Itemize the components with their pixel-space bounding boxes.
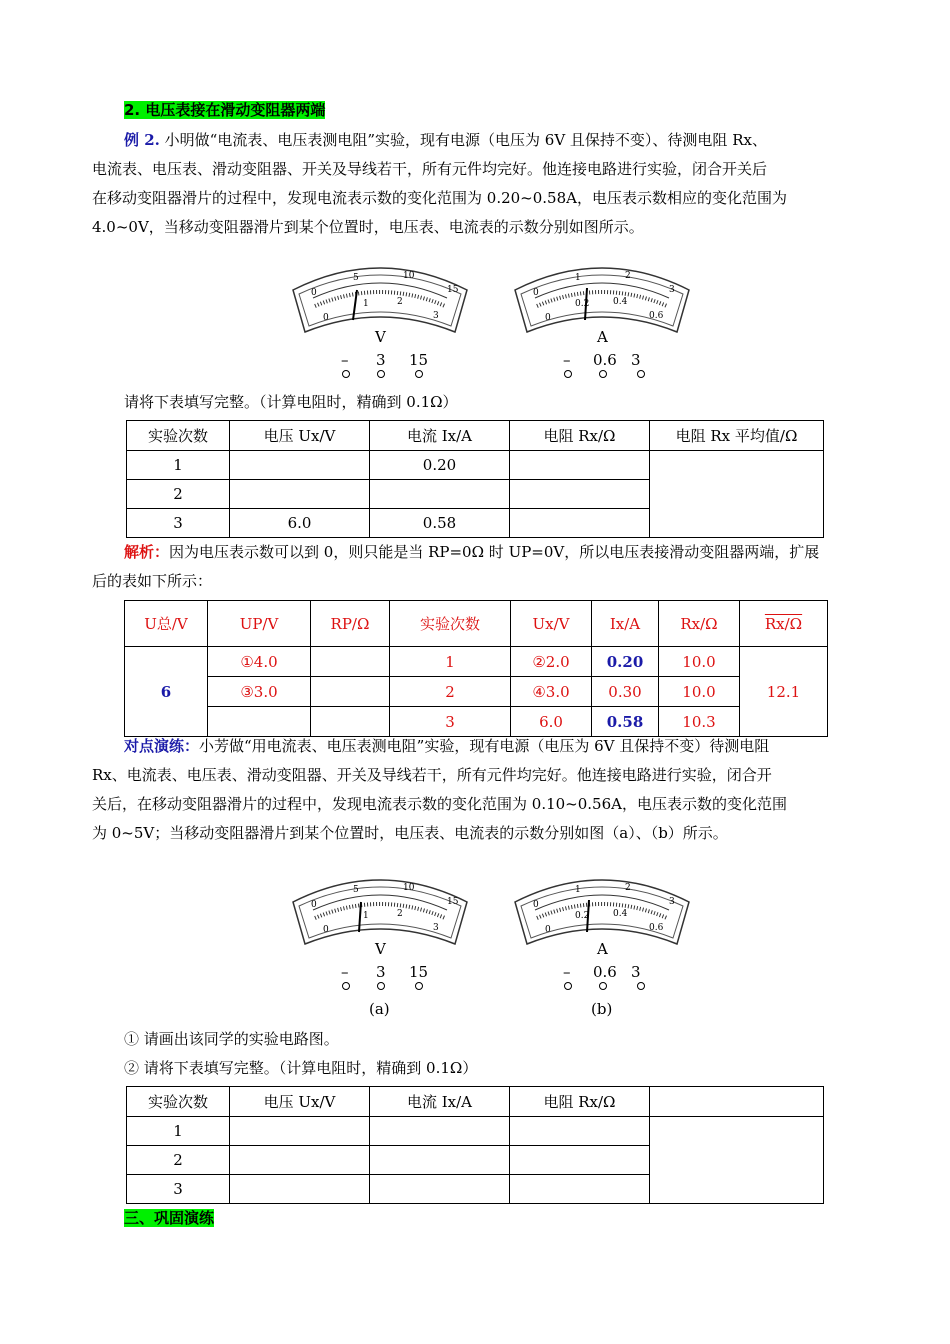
t3-r2c1: [230, 1146, 370, 1175]
practice-q1: ① 请画出该同学的实验电路图。: [124, 1030, 339, 1048]
v-bot-2: 2: [397, 297, 403, 307]
t2-h0: U总/V: [125, 601, 208, 647]
t3-h0: 实验次数: [127, 1087, 230, 1117]
a-bot-0: 0: [545, 313, 551, 323]
meters-figure-1: [285, 250, 705, 380]
ab-term-3: 3: [631, 963, 641, 981]
meters-figure-2: [285, 862, 705, 1022]
example-table: [126, 420, 824, 538]
a-top-0: 0: [533, 288, 539, 298]
v-bot-1: 1: [363, 299, 369, 309]
t2-r2c2: [311, 677, 390, 707]
caption-b: (b): [591, 1000, 613, 1018]
v-term-neg: –: [341, 351, 349, 369]
t2-r2c3: 2: [390, 677, 511, 707]
t1-r2c2: [370, 480, 510, 509]
v-top-10: 10: [403, 271, 415, 281]
a-top-1: 1: [575, 273, 581, 283]
t3-average-cell: [650, 1117, 824, 1204]
ab-top-2: 2: [625, 883, 631, 893]
t2-r1c5: 0.20: [592, 647, 659, 677]
t2-h6: Rx/Ω: [659, 601, 740, 647]
example-line-1: 例 2. 小明做“电流表、电压表测电阻”实验，现有电源（电压为 6V 且保持不变）、待测电阻 Rx、: [124, 131, 767, 149]
a-bot-04: 0.4: [613, 297, 628, 307]
t3-r1c3: [510, 1117, 650, 1146]
va-top-10: 10: [403, 883, 415, 893]
a-top-3: 3: [669, 285, 675, 295]
t2-r1c4: ②2.0: [511, 647, 592, 677]
t1-h4: 电阻 Rx 平均值/Ω: [650, 421, 824, 451]
t2-r3c6: 10.3: [659, 707, 740, 737]
t1-r2c3: [510, 480, 650, 509]
t3-h3: 电阻 Rx/Ω: [510, 1087, 650, 1117]
t1-r1c1: [230, 451, 370, 480]
practice-label: 对点演练：: [124, 737, 200, 755]
va-top-15: 15: [447, 897, 459, 907]
t2-h5: Ix/A: [592, 601, 659, 647]
v-term-3: 3: [376, 351, 386, 369]
t2-h3: 实验次数: [390, 601, 511, 647]
ab-term-06: 0.6: [593, 963, 617, 981]
t3-r3c0: 3: [127, 1175, 230, 1204]
t2-total-voltage: 6: [125, 647, 208, 737]
t2-h1: UP/V: [208, 601, 311, 647]
t1-r1c2: 0.20: [370, 451, 510, 480]
t2-r1c3: 1: [390, 647, 511, 677]
t3-h2: 电流 Ix/A: [370, 1087, 510, 1117]
ab-unit: A: [597, 940, 608, 958]
analysis-table: [124, 600, 828, 737]
ab-top-1: 1: [575, 885, 581, 895]
va-bot-2: 2: [397, 909, 403, 919]
t2-r1c6: 10.0: [659, 647, 740, 677]
t3-r2c0: 2: [127, 1146, 230, 1175]
example-label: 例 2.: [124, 131, 160, 149]
v-unit: V: [375, 328, 386, 346]
t3-r1c1: [230, 1117, 370, 1146]
va-term-neg: –: [341, 963, 349, 981]
a-unit: A: [597, 328, 608, 346]
a-term-06: 0.6: [593, 351, 617, 369]
t3-r2c2: [370, 1146, 510, 1175]
t3-r1c0: 1: [127, 1117, 230, 1146]
t1-h3: 电阻 Rx/Ω: [510, 421, 650, 451]
practice-line-1: 对点演练：小芳做“用电流表、电压表测电阻”实验，现有电源（电压为 6V 且保持不变）待测电阻: [124, 737, 770, 755]
a-term-3: 3: [631, 351, 641, 369]
v-top-15: 15: [447, 285, 459, 295]
practice-line-2: Rx、电流表、电压表、滑动变阻器、开关及导线若干，所有元件均完好。他连接电路进行实验，闭合开: [92, 766, 772, 784]
practice-q2: ② 请将下表填写完整。（计算电阻时，精确到 0.1Ω）: [124, 1059, 478, 1077]
va-term-15: 15: [409, 963, 429, 981]
next-section-title: 三、巩固演练: [124, 1209, 215, 1227]
t2-average: 12.1: [740, 647, 828, 737]
t1-r3c0: 3: [127, 509, 230, 538]
t3-h4: [650, 1087, 824, 1117]
t3-r2c3: [510, 1146, 650, 1175]
section-title: 2. 电压表接在滑动变阻器两端: [124, 101, 326, 119]
t3-r3c1: [230, 1175, 370, 1204]
example-line-4: 4.0~0V，当移动变阻器滑片到某个位置时，电压表、电流表的示数分别如图所示。: [92, 218, 644, 236]
t1-h2: 电流 Ix/A: [370, 421, 510, 451]
t2-r2c1: ③3.0: [208, 677, 311, 707]
voltmeter: [293, 268, 467, 378]
example-line-2: 电流表、电压表、滑动变阻器、开关及导线若干，所有元件均完好。他连接电路进行实验，闭合开关后: [92, 160, 768, 178]
ab-term-neg: –: [563, 963, 571, 981]
caption-a: (a): [369, 1000, 390, 1018]
t3-r3c3: [510, 1175, 650, 1204]
a-bot-02: 0.2: [575, 299, 590, 309]
t1-r3c1: 6.0: [230, 509, 370, 538]
t1-r1c0: 1: [127, 451, 230, 480]
example-line-3: 在移动变阻器滑片的过程中，发现电流表示数的变化范围为 0.20~0.58A，电压表示数相应的变化范围为: [92, 189, 787, 207]
t2-h7: Rx/Ω: [740, 601, 828, 647]
a-bot-06: 0.6: [649, 311, 664, 321]
t2-r1c2: [311, 647, 390, 677]
va-unit: V: [375, 940, 386, 958]
t2-h2: RP/Ω: [311, 601, 390, 647]
va-term-3: 3: [376, 963, 386, 981]
t3-r1c2: [370, 1117, 510, 1146]
t3-r3c2: [370, 1175, 510, 1204]
va-top-5: 5: [353, 885, 359, 895]
t1-r2c0: 2: [127, 480, 230, 509]
analysis-line-2: 后的表如下所示：: [92, 572, 213, 590]
t2-r2c6: 10.0: [659, 677, 740, 707]
practice-line-4: 为 0~5V；当移动变阻器滑片到某个位置时，电压表、电流表的示数分别如图（a）、（b）所示。: [92, 824, 728, 842]
va-top-0: 0: [311, 900, 317, 910]
t2-r2c5: 0.30: [592, 677, 659, 707]
va-bot-0: 0: [323, 925, 329, 935]
voltmeter-a: [293, 880, 467, 1018]
a-top-2: 2: [625, 271, 631, 281]
v-bot-0: 0: [323, 313, 329, 323]
va-bot-1: 1: [363, 911, 369, 921]
v-term-15: 15: [409, 351, 429, 369]
t2-r1c1: ①4.0: [208, 647, 311, 677]
ab-bot-0: 0: [545, 925, 551, 935]
t2-r3c3: 3: [390, 707, 511, 737]
t2-h4: Ux/V: [511, 601, 592, 647]
t1-r3c3: [510, 509, 650, 538]
t2-r2c4: ④3.0: [511, 677, 592, 707]
ab-top-0: 0: [533, 900, 539, 910]
analysis-line-1: 解析：因为电压表示数可以到 0，则只能是当 RP=0Ω 时 UP=0V，所以电压表接滑动变阻器两端，扩展: [124, 543, 820, 561]
t2-r3c4: 6.0: [511, 707, 592, 737]
t1-average-cell: [650, 451, 824, 538]
t3-h1: 电压 Ux/V: [230, 1087, 370, 1117]
t1-r3c2: 0.58: [370, 509, 510, 538]
va-bot-3: 3: [433, 923, 439, 933]
ab-bot-02: 0.2: [575, 911, 590, 921]
v-top-0: 0: [311, 288, 317, 298]
ab-bot-06: 0.6: [649, 923, 664, 933]
a-term-neg: –: [563, 351, 571, 369]
t1-h0: 实验次数: [127, 421, 230, 451]
v-bot-3: 3: [433, 311, 439, 321]
analysis-label: 解析：: [124, 543, 170, 561]
ab-bot-04: 0.4: [613, 909, 628, 919]
practice-line-3: 关后，在移动变阻器滑片的过程中，发现电流表示数的变化范围为 0.10~0.56A，电压表示数的变化范围: [92, 795, 787, 813]
ab-top-3: 3: [669, 897, 675, 907]
t1-r1c3: [510, 451, 650, 480]
ammeter: [515, 268, 689, 378]
example-instruction: 请将下表填写完整。（计算电阻时，精确到 0.1Ω）: [124, 393, 458, 411]
practice-table: [126, 1086, 824, 1204]
v-top-5: 5: [353, 273, 359, 283]
t1-r2c1: [230, 480, 370, 509]
ammeter-b: [515, 880, 689, 1018]
t1-h1: 电压 Ux/V: [230, 421, 370, 451]
t2-r3c5: 0.58: [592, 707, 659, 737]
